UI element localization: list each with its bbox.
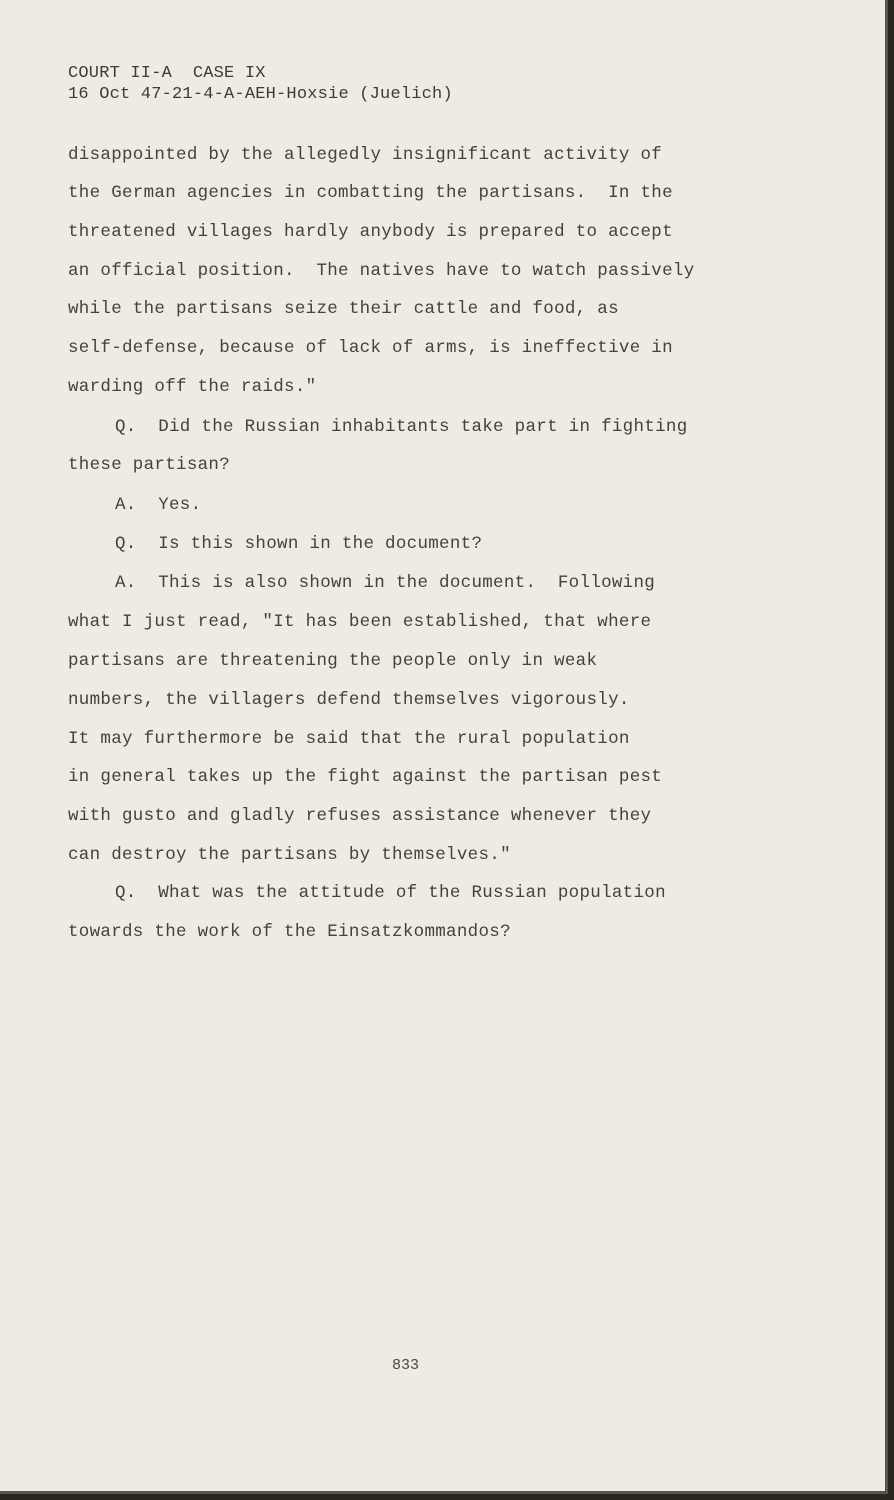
body-line: in general takes up the fight against the partisan pest (68, 767, 663, 787)
page-number: 833 (392, 1357, 420, 1374)
court-case-header: COURT II-A CASE IX (68, 64, 266, 83)
question-line: Q. What was the attitude of the Russian population (115, 883, 666, 903)
body-line: the German agencies in combatting the partisans. In the (68, 183, 673, 203)
body-line: It may furthermore be said that the rural population (68, 729, 630, 749)
body-line: partisans are threatening the people only in weak (68, 651, 598, 671)
body-line: warding off the raids." (68, 377, 317, 397)
body-line: numbers, the villagers defend themselves vigorously. (68, 690, 630, 710)
body-line: threatened villages hardly anybody is prepared to accept (68, 222, 673, 242)
question-line: Q. Did the Russian inhabitants take part in fighting (115, 417, 688, 437)
body-line: with gusto and gladly refuses assistance whenever they (68, 806, 652, 826)
question-line: Q. Is this shown in the document? (115, 534, 483, 554)
body-line: self-defense, because of lack of arms, is ineffective in (68, 338, 673, 358)
body-line: these partisan? (68, 455, 231, 475)
body-line: what I just read, "It has been established, that where (68, 612, 652, 632)
answer-line: A. This is also shown in the document. Following (115, 573, 656, 593)
session-reference-header: 16 Oct 47-21-4-A-AEH-Hoxsie (Juelich) (68, 85, 453, 104)
body-line: can destroy the partisans by themselves." (68, 845, 511, 865)
body-line: an official position. The natives have to watch passively (68, 261, 695, 281)
body-line: towards the work of the Einsatzkommandos? (68, 922, 511, 942)
body-line: disappointed by the allegedly insignificant activity of (68, 145, 663, 165)
answer-line: A. Yes. (115, 495, 202, 515)
body-line: while the partisans seize their cattle and food, as (68, 299, 619, 319)
